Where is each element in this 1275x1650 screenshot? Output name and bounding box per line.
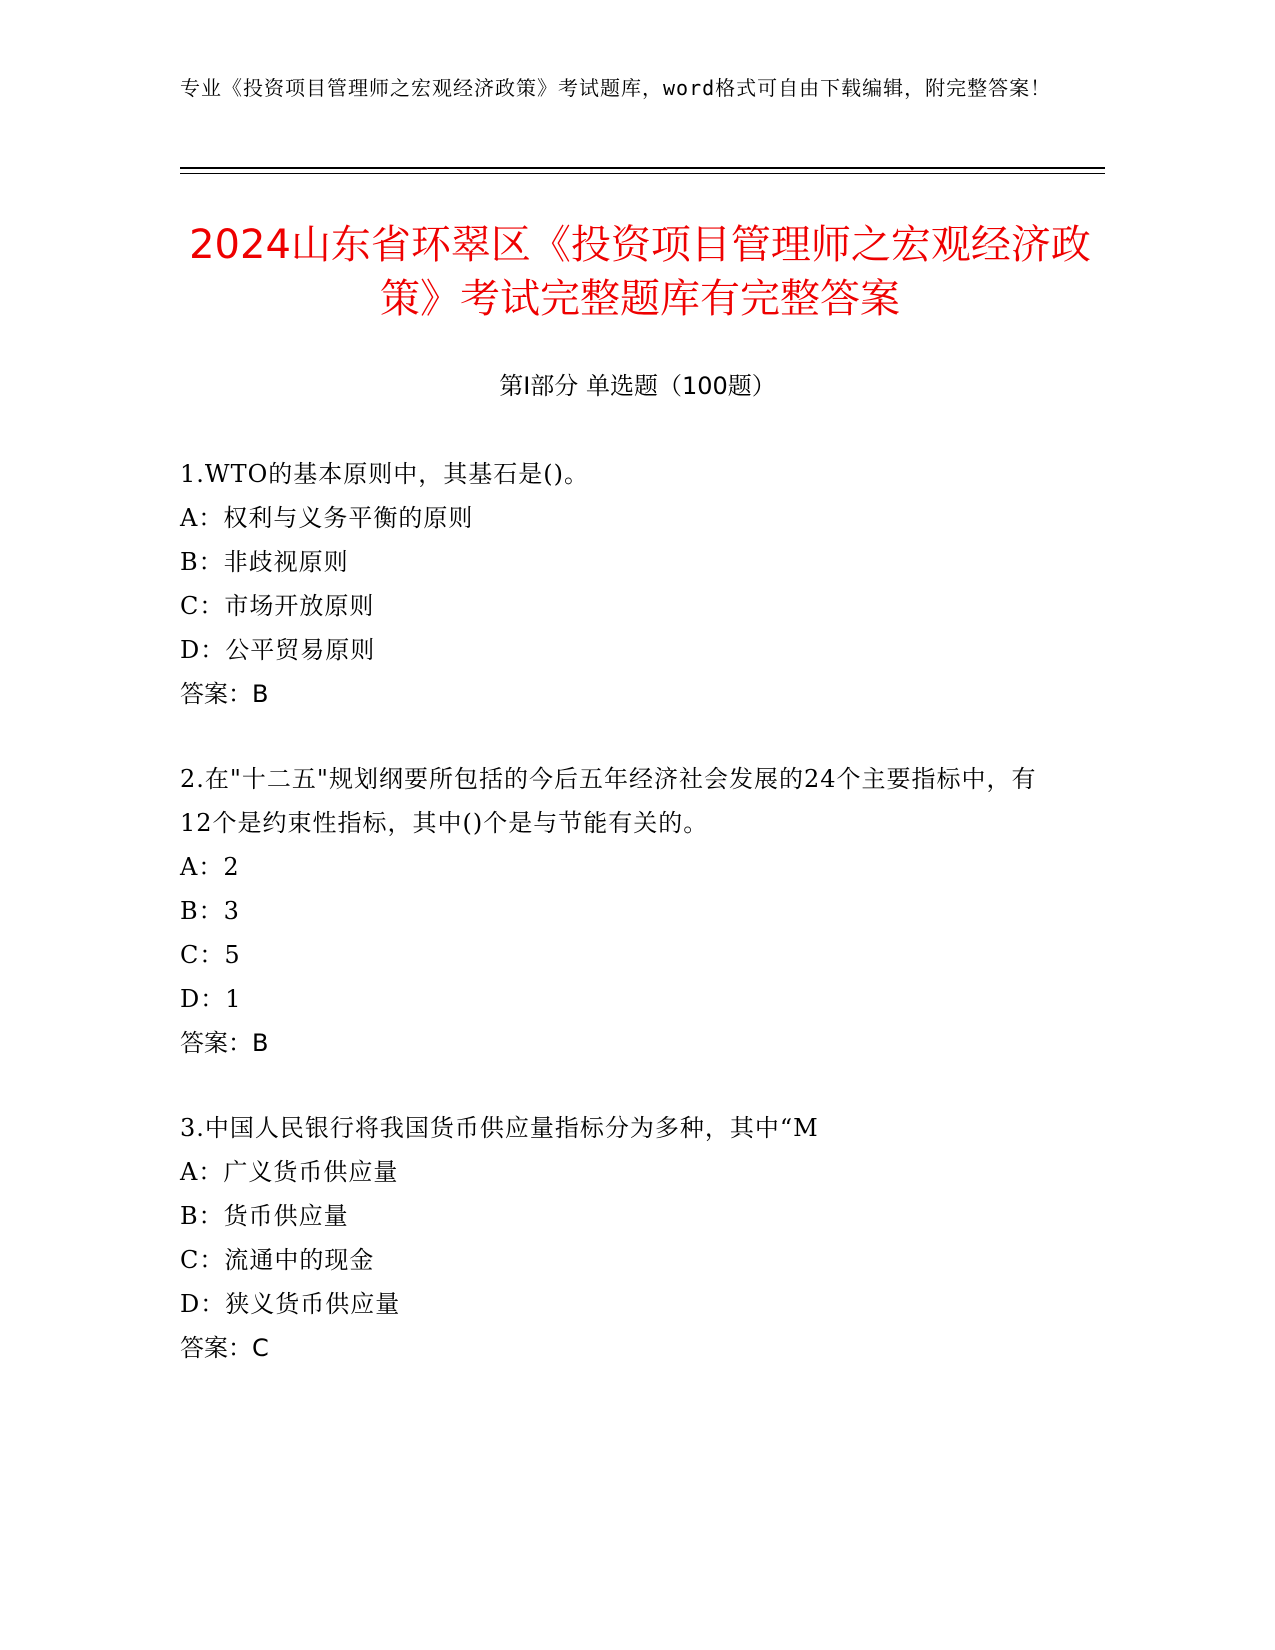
option-b: B：货币供应量 [180, 1202, 349, 1230]
section-heading: 第Ⅰ部分 单选题（100题） [499, 372, 776, 400]
answer: 答案：B [180, 680, 269, 708]
question-2 [180, 757, 1040, 1065]
document-title: 2024山东省环翠区《投资项目管理师之宏观经济政策》考试完整题库有完整答案 [189, 222, 1091, 322]
question-stem: 3.中国人民银行将我国货币供应量指标分为多种，其中“M [180, 1114, 819, 1142]
header-note: 专业《投资项目管理师之宏观经济政策》考试题库，word格式可自由下载编辑，附完整答案！ [180, 76, 1052, 100]
option-a: A：广义货币供应量 [180, 1158, 399, 1186]
option-a: A：2 [180, 853, 240, 881]
question-1 [180, 452, 1040, 716]
answer: 答案：B [180, 1029, 269, 1057]
option-c: C：5 [180, 941, 241, 969]
option-c: C：流通中的现金 [180, 1246, 375, 1274]
option-a: A：权利与义务平衡的原则 [180, 504, 474, 532]
option-d: D：狭义货币供应量 [180, 1290, 401, 1318]
question-3 [180, 1106, 1040, 1370]
option-c: C：市场开放原则 [180, 592, 375, 620]
option-d: D：公平贸易原则 [180, 636, 376, 664]
header-divider-thin [180, 173, 1105, 174]
question-stem: 2.在"十二五"规划纲要所包括的今后五年经济社会发展的24个主要指标中，有12个是约束性指标，其中()个是与节能有关的。 [180, 765, 1037, 837]
answer: 答案：C [180, 1334, 269, 1362]
option-d: D：1 [180, 985, 242, 1013]
question-stem: 1.WTO的基本原则中，其基石是()。 [180, 460, 589, 488]
header-divider [180, 167, 1105, 169]
option-b: B：非歧视原则 [180, 548, 349, 576]
option-b: B：3 [180, 897, 240, 925]
